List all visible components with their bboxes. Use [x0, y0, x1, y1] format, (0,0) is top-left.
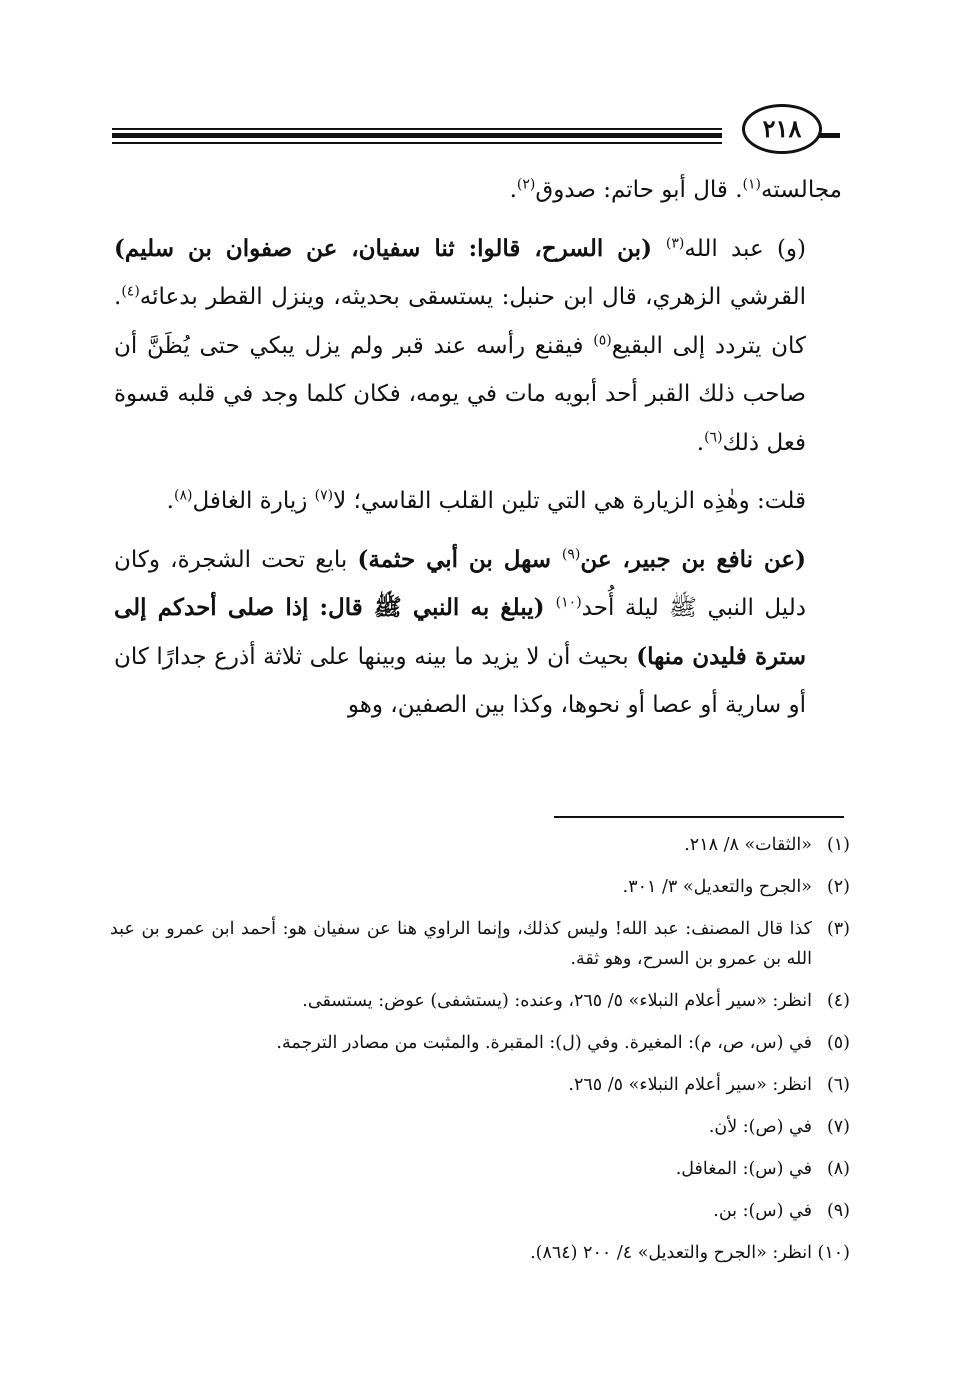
footnote-number: (٥) — [826, 1033, 850, 1053]
footnote-text: في (س، ص، م): المغيرة. وفي (ل): المقبرة. والمثبت من مصادر الترجمة. — [276, 1033, 812, 1053]
footnote-text: انظر: «سير أعلام النبلاء» ٥/ ٢٦٥. — [568, 1075, 812, 1095]
text-segment: القرشي الزهري، قال ابن حنبل: يستسقى بحديثه، وينزل القطر بدعائه — [139, 284, 806, 310]
text-segment: فيقنع رأسه عند قبر ولم يزل يبكي حتى يُظَنَّ أن صاحب ذلك القبر أحد أبويه مات في يومه، فكان كلما وجد في قلبه قسوة فعل ذلك — [114, 332, 806, 456]
paragraph-3 — [114, 477, 842, 526]
footnote-number: (١٠) — [817, 1243, 850, 1263]
text-segment: . قال أبو حاتم: صدوق — [535, 177, 743, 203]
main-text — [114, 166, 842, 730]
hadith-text: (يبلغ به النبي ﷺ قال: إذا صلى أحدكم إلى سترة فليدن منها) — [114, 594, 806, 670]
footnote-ref: (١٠) — [555, 594, 582, 611]
footnote-text: كذا قال المصنف: عبد الله! وليس كذلك، وإنما الراوي هنا عن سفيان هو: أحمد ابن عمرو بن عبد الله بن عمرو بن السرح، وهو ثقة. — [110, 919, 812, 969]
footnote-item — [110, 872, 850, 902]
footnote-ref: (١) — [742, 176, 762, 193]
footnote-item — [110, 830, 850, 860]
footnote-item — [110, 1154, 850, 1184]
header-rule-top — [112, 128, 722, 130]
footnote-ref: (٥) — [593, 331, 612, 348]
footnote-number: (٢) — [826, 877, 850, 897]
hadith-chain: (عن نافع بن جبير، عن — [580, 545, 806, 573]
footnote-item — [110, 1196, 850, 1226]
text-segment: . — [166, 488, 174, 514]
footnote-item — [110, 1070, 850, 1100]
footnote-item — [110, 1112, 850, 1142]
page-header — [112, 100, 840, 160]
footnote-number: (٦) — [826, 1075, 850, 1095]
footnotes — [110, 830, 850, 1280]
footnote-text: في (س): بن. — [713, 1201, 812, 1221]
footnote-number: (١) — [826, 835, 850, 855]
text-segment: بحيث أن لا يزيد ما بينه وبينها على ثلاثة أذرع جدارًا كان أو سارية أو عصا أو نحوها، وكذا بين الصفين، وهو — [114, 643, 806, 718]
footnote-text: انظر: «سير أعلام النبلاء» ٥/ ٢٦٥، وعنده: (يستشفى) عوض: يستسقى. — [302, 991, 812, 1011]
footnote-ref: (٩) — [561, 545, 581, 562]
footnote-number: (٧) — [826, 1117, 850, 1137]
header-rule-bottom — [112, 142, 722, 144]
footnote-text: انظر: «الجرح والتعديل» ٤/ ٢٠٠ (٨٦٤). — [530, 1243, 812, 1263]
page-number: ٢١٨ — [742, 104, 822, 154]
hadith-chain: (بن السرح، قالوا: ثنا سفيان، عن صفوان بن سليم) — [114, 234, 666, 262]
text-segment: زيارة الغافل — [192, 488, 315, 514]
header-rule-middle — [112, 133, 722, 138]
header-rule-tail — [818, 133, 840, 138]
paragraph-4 — [114, 536, 842, 730]
text-segment: (و) عبد الله — [684, 235, 806, 262]
text-segment: . — [696, 429, 705, 456]
footnote-item — [110, 1238, 850, 1268]
footnote-divider — [554, 816, 844, 818]
paragraph-1 — [114, 166, 842, 215]
hadith-chain: سهل بن أبي حثمة) — [357, 545, 562, 573]
footnote-number: (٩) — [826, 1201, 850, 1221]
footnote-item — [110, 986, 850, 1016]
text-segment: . — [509, 177, 517, 203]
text-segment: بايع تحت الشجرة، وكان دليل النبي ﷺ ليلة أُحد — [114, 546, 806, 621]
text-segment: . كان يتردد إلى البقيع — [114, 284, 806, 359]
footnote-ref: (٣) — [665, 234, 685, 251]
text-segment: مجالسته — [761, 177, 842, 203]
footnote-ref: (٦) — [704, 428, 723, 445]
footnote-ref: (٨) — [173, 487, 193, 504]
footnote-text: «الجرح والتعديل» ٣/ ٣٠١. — [622, 877, 812, 897]
text-segment: قلت: وهٰذِه الزيارة هي التي تلين القلب القاسي؛ لا — [333, 488, 806, 514]
paragraph-2 — [114, 225, 842, 468]
footnote-number: (٨) — [826, 1159, 850, 1179]
footnote-text: في (س): المغافل. — [675, 1159, 812, 1179]
footnote-item — [110, 914, 850, 974]
footnote-ref: (٧) — [314, 487, 334, 504]
footnote-ref: (٤) — [121, 283, 140, 300]
footnote-ref: (٢) — [516, 176, 536, 193]
footnote-text: في (ص): لأن. — [708, 1117, 812, 1137]
footnote-text: «الثقات» ٨/ ٢١٨. — [684, 835, 812, 855]
footnote-item — [110, 1028, 850, 1058]
footnote-number: (٤) — [826, 991, 850, 1011]
footnote-number: (٣) — [826, 919, 850, 939]
